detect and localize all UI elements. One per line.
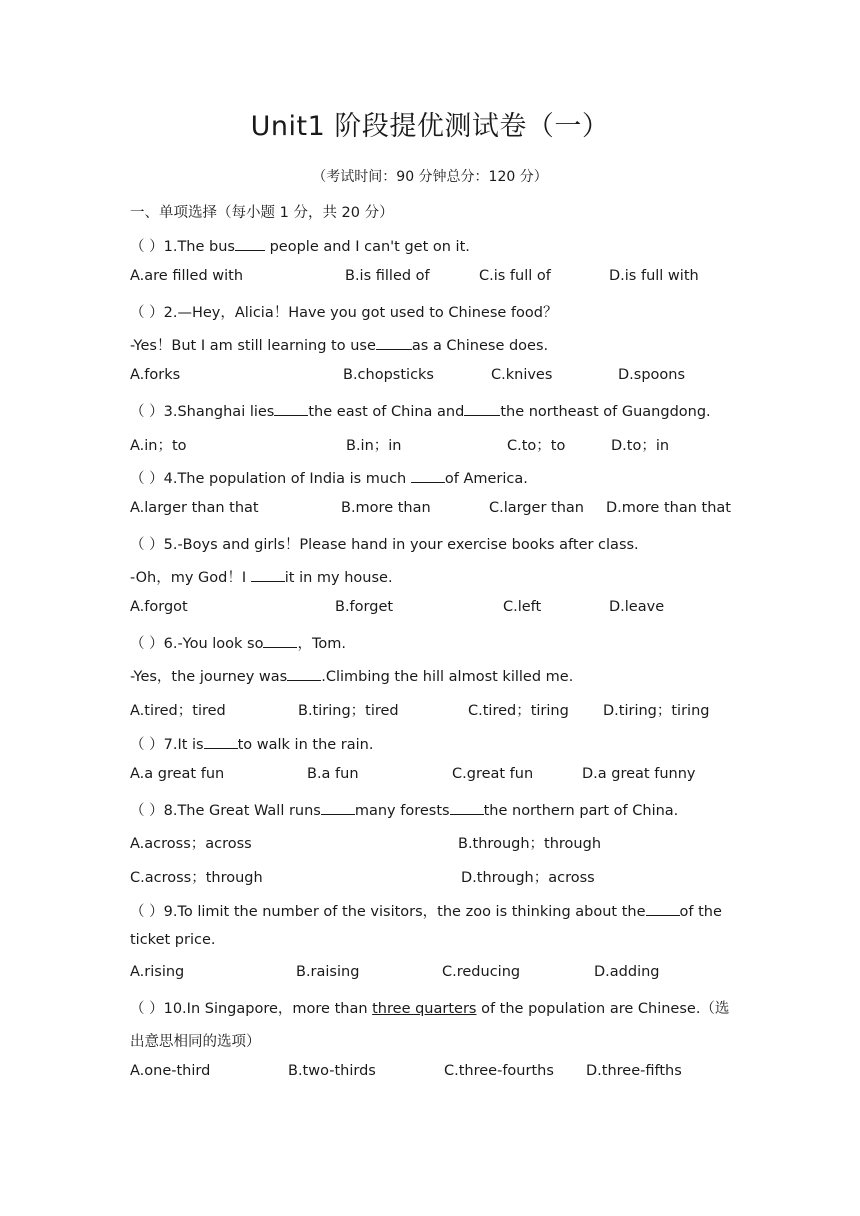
exam-info: （考试时间：90 分钟总分：120 分） — [312, 169, 548, 185]
question-8-stem: （ ）8.The Great Wall runs many forests the northern part of China. — [130, 803, 679, 819]
question-10-stem: （ ）10.In Singapore，more than three quarters of the population are Chinese.（选 — [130, 1001, 730, 1017]
answer-blank — [263, 635, 297, 648]
answer-blank — [235, 238, 265, 251]
question-7-stem: （ ）7.It is to walk in the rain. — [130, 737, 374, 753]
q7-option-a: A.a great fun — [130, 766, 225, 782]
answer-blank — [287, 668, 321, 681]
question-9-stem: （ ）9.To limit the number of the visitors，the zoo is thinking about the of the — [130, 904, 722, 920]
q2-option-a: A.forks — [130, 367, 181, 383]
q7-option-b: B.a fun — [307, 766, 359, 782]
q1-option-c: C.is full of — [479, 268, 551, 284]
question-2-response: -Yes！But I am still learning to use as a Chinese does. — [130, 338, 549, 354]
q5-option-b: B.forget — [335, 599, 394, 615]
q8-option-d: D.through；across — [461, 870, 595, 886]
q3-option-d: D.to；in — [611, 438, 670, 454]
answer-blank — [251, 569, 285, 582]
q3-option-c: C.to；to — [507, 438, 566, 454]
q2-option-b: B.chopsticks — [343, 367, 434, 383]
q9-option-c: C.reducing — [442, 964, 521, 980]
question-9-stem-cont: ticket price. — [130, 932, 216, 948]
q6-option-a: A.tired；tired — [130, 703, 226, 719]
q10-option-c: C.three-fourths — [444, 1063, 554, 1079]
q2-option-c: C.knives — [491, 367, 553, 383]
q8-option-a: A.across；across — [130, 836, 252, 852]
question-6-response: -Yes，the journey was .Climbing the hill almost killed me. — [130, 669, 574, 685]
q7-option-c: C.great fun — [452, 766, 534, 782]
q5-option-c: C.left — [503, 599, 542, 615]
answer-blank — [321, 802, 355, 815]
question-4-stem: （ ）4.The population of India is much of America. — [130, 471, 528, 487]
q3-option-b: B.in；in — [346, 438, 402, 454]
q2-option-d: D.spoons — [618, 367, 686, 383]
question-5-stem: （ ）5.-Boys and girls！Please hand in your exercise books after class. — [130, 537, 639, 553]
question-6-stem: （ ）6.-You look so ，Tom. — [130, 636, 346, 652]
q4-option-c: C.larger than — [489, 500, 585, 516]
q1-option-d: D.is full with — [609, 268, 699, 284]
section-heading: 一、单项选择（每小题 1 分，共 20 分） — [130, 205, 394, 221]
q4-option-d: D.more than that — [606, 500, 731, 516]
question-10-stem-cont: 出意思相同的选项） — [130, 1034, 261, 1050]
q4-option-b: B.more than — [341, 500, 431, 516]
page-title: Unit1 阶段提优测试卷（一） — [250, 111, 610, 142]
q8-option-c: C.across；through — [130, 870, 263, 886]
question-5-response: -Oh，my God！I it in my house. — [130, 570, 393, 586]
q9-option-d: D.adding — [594, 964, 660, 980]
q1-option-a: A.are filled with — [130, 268, 244, 284]
underlined-phrase: three quarters — [372, 1001, 477, 1017]
question-1-stem: （ ）1.The bus people and I can't get on it. — [130, 239, 470, 255]
answer-blank — [450, 802, 484, 815]
answer-blank — [646, 903, 680, 916]
q5-option-a: A.forgot — [130, 599, 188, 615]
q10-option-a: A.one-third — [130, 1063, 211, 1079]
q6-option-c: C.tired；tiring — [468, 703, 569, 719]
q9-option-b: B.raising — [296, 964, 360, 980]
q6-option-d: D.tiring；tiring — [603, 703, 710, 719]
answer-blank — [464, 403, 500, 416]
q1-option-b: B.is filled of — [345, 268, 430, 284]
q5-option-d: D.leave — [609, 599, 665, 615]
question-3-stem: （ ）3.Shanghai lies the east of China and the northeast of Guangdong. — [130, 404, 711, 420]
answer-blank — [204, 736, 238, 749]
q9-option-a: A.rising — [130, 964, 185, 980]
q7-option-d: D.a great funny — [582, 766, 696, 782]
q10-option-b: B.two-thirds — [288, 1063, 376, 1079]
question-2-stem: （ ）2.—Hey，Alicia！Have you got used to Chinese food？ — [130, 305, 558, 321]
answer-blank — [376, 337, 412, 350]
q8-option-b: B.through；through — [458, 836, 602, 852]
answer-blank — [274, 403, 308, 416]
q6-option-b: B.tiring；tired — [298, 703, 399, 719]
answer-blank — [411, 470, 445, 483]
q4-option-a: A.larger than that — [130, 500, 259, 516]
q3-option-a: A.in；to — [130, 438, 187, 454]
q10-option-d: D.three-fifths — [586, 1063, 682, 1079]
